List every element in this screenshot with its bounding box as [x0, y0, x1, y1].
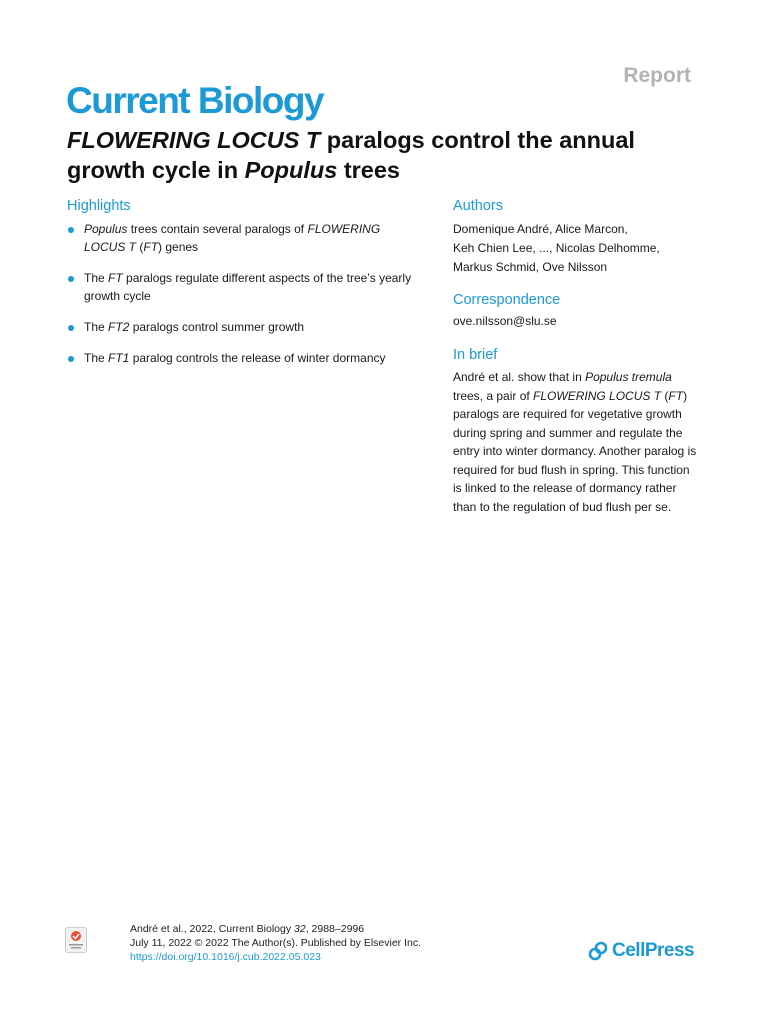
date-copyright-line: July 11, 2022 © 2022 The Author(s). Published by Elsevier Inc.: [130, 937, 422, 949]
citation-line: [130, 922, 421, 936]
article-title-line1: [67, 125, 707, 155]
article-title: [67, 125, 707, 185]
authors-heading: Authors: [453, 198, 503, 214]
journal-title: Current Biology: [66, 80, 324, 121]
title-text-1: paralogs control the annual: [320, 127, 635, 153]
in-brief-text: André et al. show that in Populus tremula trees, a pair of FLOWERING LOCUS T (FT) paralogs are required for vegetative growth during spring and summer and regulate the entry into winter dormancy. Another paralog is required for bud flush in spring. This function is linked to the release of dormancy rather than to the regulation of bud flush per se.: [453, 370, 697, 514]
highlight-text: Populus trees contain several paralogs of FLOWERING LOCUS T (FT) genes: [84, 222, 381, 254]
report-label: Report: [623, 64, 691, 87]
title-text-3: trees: [337, 157, 401, 183]
cellpress-wordmark: CellPress: [612, 940, 695, 961]
cellpress-icon: [588, 941, 608, 961]
authors-line: Markus Schmid, Ove Nilsson: [453, 260, 608, 274]
citation-text: André et al., 2022, Current Biology: [130, 923, 295, 935]
authors-line: Keh Chien Lee, ..., Nicolas Delhomme,: [453, 241, 660, 255]
check-updates-icon: [65, 927, 87, 953]
citation-volume: 32: [294, 923, 306, 935]
article-title-line2: [67, 155, 707, 185]
cellpress-logo: [588, 940, 694, 962]
check-for-updates-badge[interactable]: [65, 927, 87, 953]
bullet-icon: [68, 276, 74, 282]
highlight-text: The FT paralogs regulate different aspects of the tree’s yearly growth cycle: [84, 271, 412, 303]
title-gene-name: FLOWERING LOCUS T: [67, 127, 321, 153]
bullet-icon: [68, 356, 74, 362]
citation-pages: , 2988–2996: [305, 923, 365, 935]
authors-line: Domenique André, Alice Marcon,: [453, 222, 628, 236]
correspondence-email[interactable]: ove.nilsson@slu.se: [453, 314, 557, 328]
doi-link[interactable]: https://doi.org/10.1016/j.cub.2022.05.023: [130, 951, 321, 963]
bullet-icon: [68, 227, 74, 233]
citation-block: [130, 922, 421, 964]
highlight-text: The FT1 paralog controls the release of winter dormancy: [84, 351, 386, 365]
correspondence-heading: Correspondence: [453, 292, 561, 308]
in-brief-heading: In brief: [453, 347, 498, 363]
title-genus: Populus: [244, 157, 338, 183]
bullet-icon: [68, 325, 74, 331]
title-text-2: growth cycle in: [67, 157, 245, 183]
doi-line: [130, 950, 421, 964]
authors-list: [453, 220, 713, 277]
highlights-heading: Highlights: [67, 198, 131, 214]
highlight-text: The FT2 paralogs control summer growth: [84, 320, 305, 334]
